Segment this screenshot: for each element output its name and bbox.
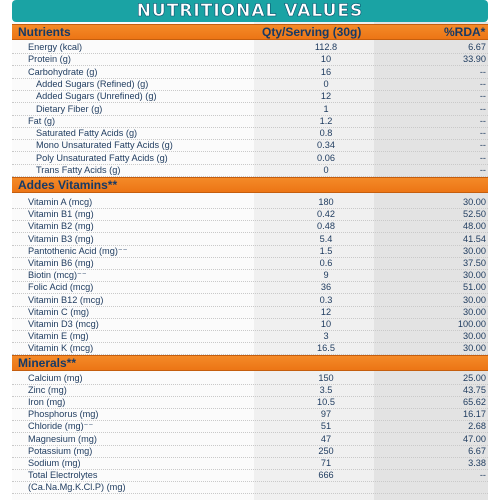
nutrient-rda: 25.00 [463, 373, 486, 383]
nutrient-qty: 3.5 [319, 385, 333, 396]
nutrient-qty: 0.48 [317, 221, 335, 232]
nutrient-name: Vitamin E (mg) [28, 331, 89, 342]
nutrient-qty: 0.3 [319, 294, 333, 305]
nutrient-name: Poly Unsaturated Fatty Acids (g) [36, 152, 168, 163]
table-row [12, 457, 488, 469]
table-row [12, 53, 488, 65]
nutrient-name: Vitamin B12 (mcg) [28, 294, 104, 305]
table-row [12, 269, 488, 281]
table-row [12, 481, 488, 493]
nutrient-rda: -- [479, 78, 486, 89]
nutrient-qty: 3 [323, 331, 329, 342]
nutrient-qty: 10.5 [317, 397, 335, 408]
table-row [12, 384, 488, 396]
table-row [12, 330, 488, 342]
nutrient-rda: 3.38 [468, 457, 486, 468]
nutrient-qty: 0.06 [317, 152, 335, 163]
nutrient-name: Vitamin B3 (mg) [28, 233, 94, 244]
table-row [12, 66, 488, 78]
nutrient-name: Added Sugars (Unrefined) (g) [36, 91, 157, 102]
vitamins-section-title: Addes Vitamins** [18, 178, 118, 192]
table-row [12, 115, 488, 127]
minerals-section-header [12, 355, 488, 371]
nutrient-qty: 9 [323, 270, 329, 281]
nutrient-qty: 250 [318, 445, 334, 456]
table-row [12, 164, 488, 176]
nutrient-name: Added Sugars (Refined) (g) [36, 78, 149, 89]
nutrient-name: Vitamin B1 (mg) [28, 209, 94, 220]
table-row [12, 408, 488, 420]
nutrient-qty: 47 [320, 433, 332, 444]
nutrient-qty: 0.42 [317, 209, 335, 220]
nutrient-name: Energy (kcal) [28, 42, 83, 52]
nutrient-name: Vitamin C (mg) [28, 306, 90, 317]
nutrient-qty: 150 [318, 373, 334, 383]
nutrient-rda: 65.62 [463, 397, 486, 408]
nutrient-qty: 16 [320, 66, 332, 77]
nutrient-name: Total Electrolytes [28, 469, 98, 480]
nutrient-name: Zinc (mg) [28, 385, 67, 396]
nutrient-rda: -- [479, 469, 486, 480]
nutrient-name: Vitamin A (mcg) [28, 197, 93, 207]
nutrient-rda: 47.00 [463, 433, 486, 444]
nutrient-rda: 6.67 [468, 42, 486, 52]
nutrient-name: (Ca.Na.Mg.K.Cl.P) (mg) [28, 481, 126, 492]
nutrient-rda: 52.50 [463, 209, 486, 220]
nutrient-name: Mono Unsaturated Fatty Acids (g) [36, 140, 173, 151]
nutrient-rda: 30.00 [463, 343, 486, 354]
rda-header: %RDA* [444, 25, 486, 39]
table-row [12, 294, 488, 306]
nutrient-rda: 48.00 [463, 221, 486, 232]
nutrient-rda: 41.54 [463, 233, 486, 244]
table-row [12, 90, 488, 102]
nutrient-rda: -- [479, 103, 486, 114]
nutrient-name: Protein (g) [28, 54, 71, 65]
nutrient-rda: 43.75 [463, 385, 486, 396]
nutrient-qty: 5.4 [319, 233, 333, 244]
nutrient-rda: 30.00 [463, 306, 486, 317]
table-row [12, 152, 488, 164]
table-row [12, 342, 488, 354]
table-row [12, 220, 488, 232]
nutrient-rda: 2.68 [468, 421, 486, 432]
nutrient-qty: 1.2 [319, 115, 333, 126]
nutrient-qty: 36 [320, 282, 332, 293]
minerals-section-title: Minerals** [18, 356, 77, 370]
nutrient-name: Fat (g) [28, 115, 56, 126]
table-row [12, 318, 488, 330]
nutrient-name: Carbohydrate (g) [28, 66, 98, 77]
nutrition-banner [12, 0, 488, 22]
nutrient-rda: 100.00 [457, 319, 486, 329]
nutrient-rda: -- [479, 140, 486, 151]
nutrient-qty: 1 [323, 103, 329, 114]
nutrient-rda: 6.67 [468, 445, 486, 456]
table-row [12, 372, 488, 384]
nutrient-rda: 16.17 [463, 409, 486, 420]
table-row [12, 139, 488, 151]
vitamins-section-header [12, 177, 488, 193]
nutrient-rda: -- [479, 66, 486, 77]
nutrient-name: Biotin (mcg)⁻⁻ [28, 270, 87, 281]
nutrient-name: Vitamin K (mcg) [28, 343, 94, 354]
nutrient-name: Chloride (mg)⁻⁻ [28, 421, 94, 432]
nutrient-qty: 10 [320, 54, 332, 65]
nutrient-qty: 0.8 [319, 128, 333, 139]
table-row [12, 306, 488, 318]
nutrient-qty: 666 [318, 469, 334, 480]
nutrient-qty: 71 [320, 457, 332, 468]
table-row [12, 257, 488, 269]
nutrient-qty: 0.6 [319, 258, 333, 268]
nutrient-rda: 33.90 [463, 54, 486, 65]
nutrient-qty: 0 [323, 78, 329, 89]
nutrient-rda: 30.00 [463, 331, 486, 342]
nutrient-rda: 30.00 [463, 270, 486, 281]
table-header [12, 24, 488, 40]
nutrient-name: Saturated Fatty Acids (g) [36, 128, 138, 139]
nutrient-qty: 1.5 [319, 245, 333, 256]
table-row [12, 127, 488, 139]
nutrient-qty: 10 [320, 319, 332, 329]
nutrient-rda: -- [479, 91, 486, 102]
nutrient-name: Dietary Fiber (g) [36, 103, 103, 114]
nutrient-name: Vitamin B2 (mg) [28, 221, 94, 232]
nutrient-name: Trans Fatty Acids (g) [36, 165, 121, 175]
nutrient-name: Phosphorus (mg) [28, 409, 99, 420]
nutrient-rda: -- [479, 152, 486, 163]
nutrient-qty: 12 [320, 91, 332, 102]
nutrient-rda: 30.00 [463, 294, 486, 305]
nutrient-qty: 12 [320, 306, 332, 317]
nutrient-name: Folic Acid (mcg) [28, 282, 94, 293]
nutrient-name: Pantothenic Acid (mg)⁻⁻ [28, 245, 128, 256]
table-row [12, 445, 488, 457]
nutrient-rda: -- [479, 128, 486, 139]
table-row [12, 420, 488, 432]
nutrient-rda: -- [479, 115, 486, 126]
table-row [12, 245, 488, 257]
table-row [12, 208, 488, 220]
nutrient-qty: 112.8 [314, 42, 338, 52]
nutrient-qty: 180 [318, 197, 334, 207]
row-divider [12, 493, 488, 494]
nutrient-rda: -- [479, 165, 486, 175]
table-row [12, 196, 488, 208]
table-row [12, 396, 488, 408]
qty-header: Qty/Serving (30g) [262, 25, 362, 39]
nutrient-name: Iron (mg) [28, 397, 66, 408]
nutrient-rda: 30.00 [463, 197, 486, 207]
table-row [12, 433, 488, 445]
nutrient-qty: 51 [320, 421, 332, 432]
nutrient-rda: 30.00 [463, 245, 486, 256]
nutrients-header: Nutrients [18, 25, 71, 39]
table-row [12, 281, 488, 293]
table-row [12, 41, 488, 53]
banner-title: NUTRITIONAL VALUES [136, 1, 364, 21]
nutrient-qty: 97 [320, 409, 332, 420]
table-row [12, 233, 488, 245]
nutrient-name: Calcium (mg) [28, 373, 83, 383]
nutrient-rda: 51.00 [463, 282, 486, 293]
nutrient-name: Sodium (mg) [28, 457, 81, 468]
table-row [12, 103, 488, 115]
nutrient-name: Magnesium (mg) [28, 433, 97, 444]
table-row [12, 78, 488, 90]
nutrient-name: Vitamin D3 (mcg) [28, 319, 99, 329]
nutrient-name: Vitamin B6 (mg) [28, 258, 94, 268]
nutrient-name: Potassium (mg) [28, 445, 93, 456]
nutrient-rda: 37.50 [463, 258, 486, 268]
table-row [12, 469, 488, 481]
nutrient-qty: 0.34 [317, 140, 335, 151]
nutrient-qty: 16.5 [317, 343, 335, 354]
nutrient-qty: 0 [323, 165, 329, 175]
